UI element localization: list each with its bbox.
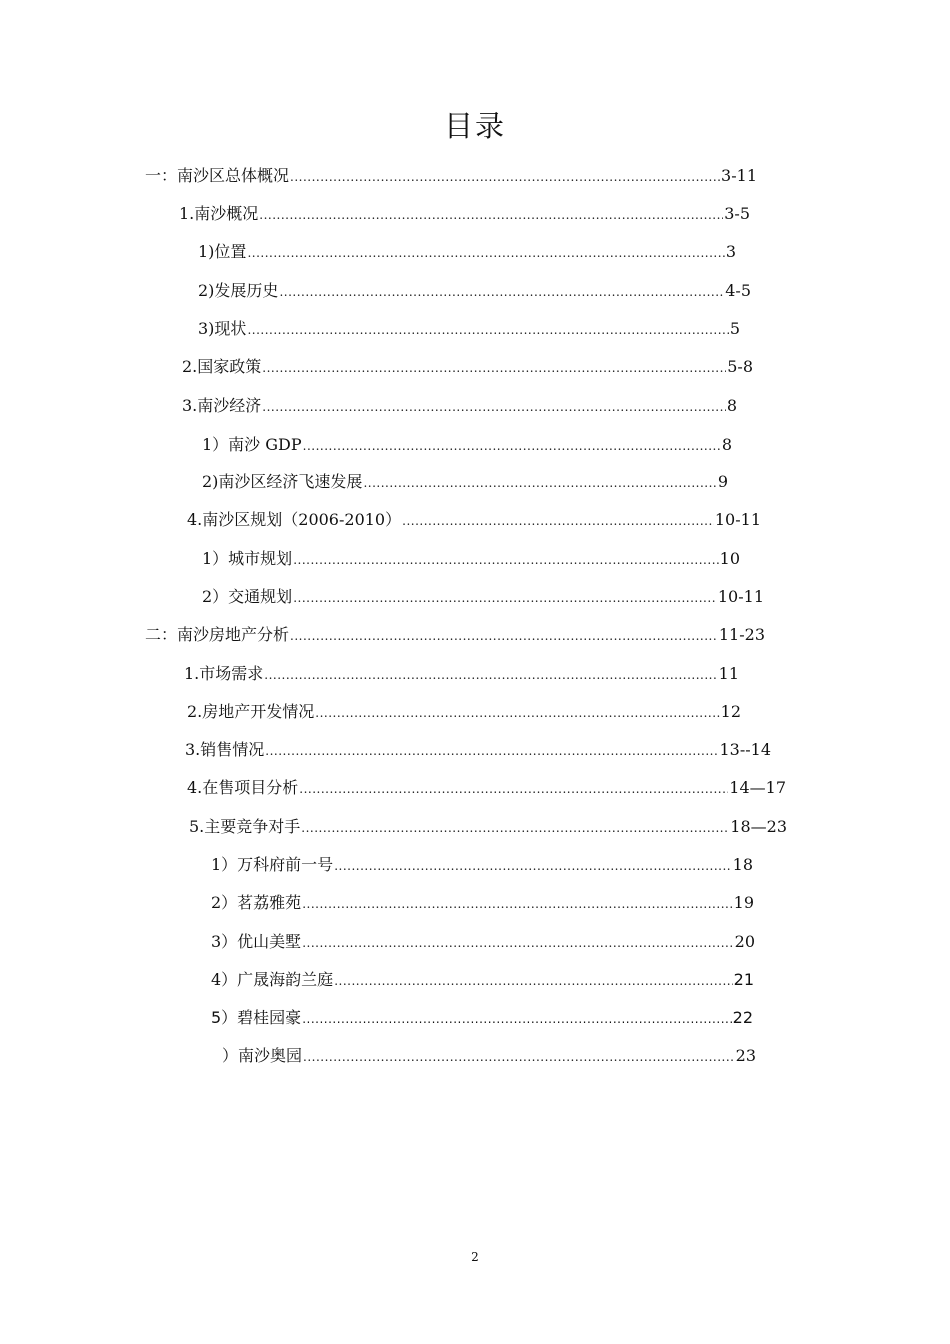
toc-entry-label: 4.在售项目分析 [187, 778, 299, 797]
toc-entry-page: 8 [721, 435, 732, 454]
toc-entry-label: 1)位置 [198, 242, 247, 261]
toc-entry[interactable] [185, 739, 771, 761]
toc-entry-page: 12 [720, 702, 741, 721]
toc-entry[interactable] [211, 931, 755, 953]
toc-entry-page: 18 [732, 855, 753, 874]
toc-entry[interactable] [145, 624, 765, 646]
toc-entry[interactable] [198, 241, 736, 263]
toc-entry[interactable] [182, 395, 737, 417]
toc-entry-page: 13--14 [719, 740, 771, 759]
page-title: 目录 [443, 109, 506, 143]
dot-leader [293, 549, 718, 571]
toc-entry[interactable] [211, 892, 754, 914]
toc-entry-label: 3)现状 [198, 319, 247, 338]
toc-entry[interactable] [187, 777, 786, 799]
toc-entry-page: 5 [729, 319, 740, 338]
dot-leader [293, 587, 717, 609]
toc-entry-page: 3 [725, 242, 736, 261]
toc-entry-page: 20 [734, 932, 755, 951]
dot-leader [299, 778, 728, 800]
toc-entry-label: 二：南沙房地产分析 [145, 625, 290, 644]
toc-entry[interactable] [202, 548, 740, 570]
toc-entry-page: 18—23 [730, 817, 787, 836]
dot-leader [302, 893, 732, 915]
toc-entry[interactable] [198, 318, 740, 340]
toc-entry-label: 1.南沙概况 [179, 204, 259, 223]
toc-entry-page: 21 [733, 970, 754, 989]
dot-leader [315, 702, 719, 724]
toc-entry-page: 14—17 [729, 778, 786, 797]
toc-entry-label: 2.国家政策 [182, 357, 262, 376]
toc-entry-label: 1）城市规划 [202, 549, 293, 568]
toc-entry-page: 22 [732, 1008, 753, 1027]
toc-entry-page: 10-11 [714, 510, 761, 529]
toc-entry[interactable] [189, 816, 787, 838]
dot-leader [334, 855, 731, 877]
toc-entry-page: 3-11 [721, 166, 757, 185]
dot-leader [303, 435, 721, 457]
toc-entry[interactable] [202, 586, 764, 608]
dot-leader [259, 204, 723, 226]
toc-entry[interactable] [198, 280, 751, 302]
toc-entry-label: 1）南沙 GDP [202, 435, 302, 454]
dot-leader [303, 1046, 735, 1068]
dot-leader [265, 740, 718, 762]
toc-entry-label: 2）交通规划 [202, 587, 293, 606]
toc-entry-label: 2.房地产开发情况 [187, 702, 315, 721]
toc-entry-label: 2)南沙区经济飞速发展 [202, 472, 363, 491]
dot-leader [334, 970, 732, 992]
toc-entry-label: 5）碧桂园豪 [211, 1008, 302, 1027]
dot-leader [302, 1008, 731, 1030]
toc-entry-page: 11 [718, 664, 739, 683]
toc-entry-page: 10-11 [717, 587, 764, 606]
toc-entry-page: 11-23 [718, 625, 765, 644]
toc-entry-page: 10 [719, 549, 740, 568]
toc-entry-label: 1）万科府前一号 [211, 855, 334, 874]
dot-leader [290, 625, 718, 647]
toc-entry-label: ）南沙奥园 [222, 1046, 303, 1065]
dot-leader [247, 242, 724, 264]
toc-entry[interactable] [211, 1007, 753, 1029]
dot-leader [279, 281, 724, 303]
dot-leader [301, 817, 729, 839]
toc-entry-label: 4）广晟海韵兰庭 [211, 970, 334, 989]
toc-entry[interactable] [211, 854, 753, 876]
toc-entry-label: 3）优山美墅 [211, 932, 302, 951]
toc-entry[interactable] [222, 1045, 756, 1067]
toc-entry[interactable] [179, 203, 750, 225]
dot-leader [290, 166, 720, 188]
dot-leader [402, 510, 714, 532]
toc-entry[interactable] [184, 663, 739, 685]
dot-leader [262, 396, 726, 418]
toc-entry-label: 2）茗荔雅苑 [211, 893, 302, 912]
dot-leader [363, 472, 716, 494]
toc-entry-label: 4.南沙区规划（2006-2010） [187, 510, 402, 529]
page-number: 2 [471, 1250, 479, 1264]
toc-entry[interactable] [182, 356, 753, 378]
toc-entry-page: 5-8 [727, 357, 753, 376]
toc-entry[interactable] [187, 509, 761, 531]
toc-entry[interactable] [202, 434, 732, 456]
toc-entry[interactable] [145, 165, 757, 187]
toc-entry-label: 2)发展历史 [198, 281, 279, 300]
toc-entry-page: 3-5 [724, 204, 750, 223]
toc-entry[interactable] [202, 471, 728, 493]
toc-entry[interactable] [187, 701, 741, 723]
dot-leader [302, 932, 733, 954]
toc-entry-label: 5.主要竞争对手 [189, 817, 301, 836]
toc-entry-label: 1.市场需求 [184, 664, 264, 683]
toc-entry-page: 23 [735, 1046, 756, 1065]
toc-entry-label: 3.销售情况 [185, 740, 265, 759]
toc-entry-label: 一：南沙区总体概况 [145, 166, 290, 185]
toc-entry-page: 8 [726, 396, 737, 415]
dot-leader [262, 357, 726, 379]
toc-entry[interactable] [211, 969, 754, 991]
toc-entry-page: 4-5 [725, 281, 751, 300]
dot-leader [264, 664, 717, 686]
toc-entry-page: 9 [717, 472, 728, 491]
toc-entry-label: 3.南沙经济 [182, 396, 262, 415]
dot-leader [247, 319, 728, 341]
toc-entry-page: 19 [733, 893, 754, 912]
